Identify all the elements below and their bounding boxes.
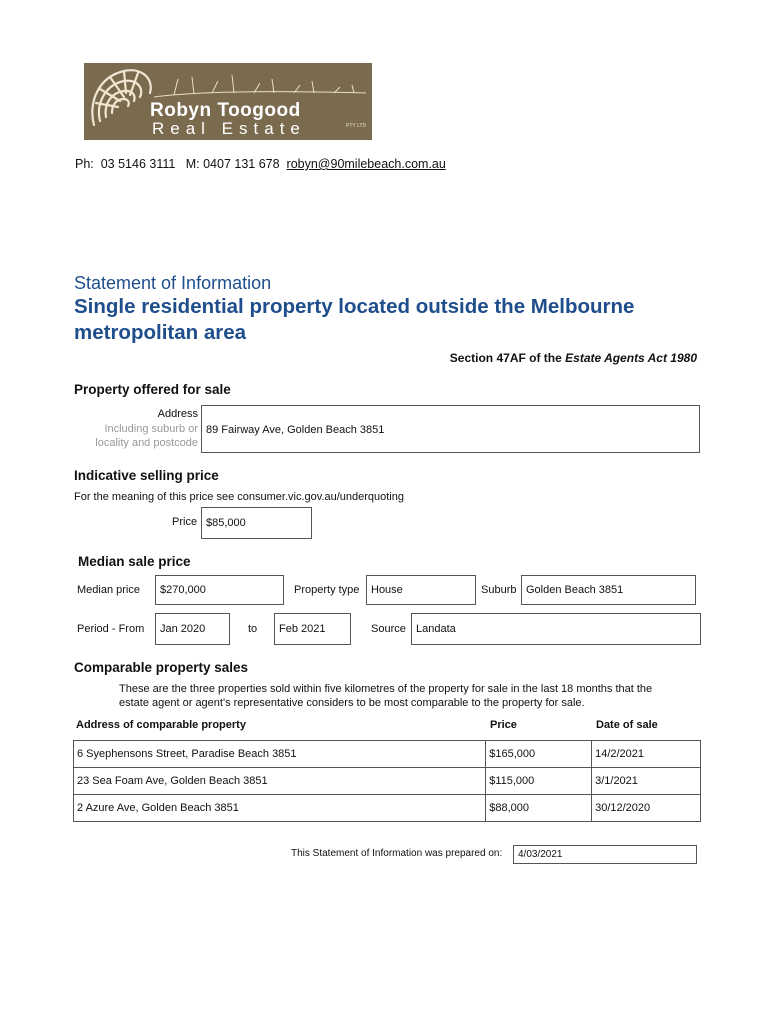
agency-logo xyxy=(84,63,372,140)
indicative-note: For the meaning of this price see consumer.vic.gov.au/underquoting xyxy=(74,491,404,503)
price-label: Price xyxy=(172,516,198,528)
indicative-heading: Indicative selling price xyxy=(74,468,219,483)
comparable-date[interactable]: 3/1/2021 xyxy=(592,768,701,795)
period-to-field[interactable]: Feb 2021 xyxy=(274,613,351,645)
comparable-address[interactable]: 6 Syephensons Street, Paradise Beach 3851 xyxy=(74,741,486,768)
agency-subtitle: Real Estate xyxy=(152,119,306,138)
source-label: Source xyxy=(371,623,406,635)
contact-line xyxy=(75,157,446,171)
comparable-date[interactable]: 30/12/2020 xyxy=(592,795,701,822)
property-heading: Property offered for sale xyxy=(74,382,231,397)
col-price-header: Price xyxy=(490,719,517,731)
address-hint-2: locality and postcode xyxy=(95,437,198,449)
col-address-header: Address of comparable property xyxy=(76,719,246,731)
comparable-table xyxy=(73,740,701,822)
median-heading: Median sale price xyxy=(78,554,191,569)
grass-decoration xyxy=(154,69,366,99)
act-name: Estate Agents Act 1980 xyxy=(565,351,697,365)
col-date-header: Date of sale xyxy=(596,719,658,731)
suburb-label: Suburb xyxy=(481,584,517,596)
comparable-price[interactable]: $115,000 xyxy=(486,768,592,795)
period-from-label: Period - From xyxy=(77,623,145,635)
address-label: Address xyxy=(157,408,198,420)
table-row xyxy=(74,795,701,822)
period-to-label: to xyxy=(248,623,258,635)
comparable-address[interactable]: 2 Azure Ave, Golden Beach 3851 xyxy=(74,795,486,822)
prepared-date-field[interactable]: 4/03/2021 xyxy=(513,845,697,864)
address-hint-1: Including suburb or xyxy=(104,423,198,435)
shell-icon xyxy=(84,63,154,140)
comparable-price[interactable]: $165,000 xyxy=(486,741,592,768)
email-link[interactable]: robyn@90milebeach.com.au xyxy=(286,157,446,171)
comparable-address[interactable]: 23 Sea Foam Ave, Golden Beach 3851 xyxy=(74,768,486,795)
comparable-intro-2: estate agent or agent's representative considers to be most comparable to the property for sale. xyxy=(119,697,585,709)
mobile: M: 0407 131 678 xyxy=(185,157,280,171)
comparable-intro-1: These are the three properties sold within five kilometres of the property for sale in the last 18 months that the xyxy=(119,683,653,695)
section-reference xyxy=(450,351,697,365)
agency-pty: PTY LTD xyxy=(346,123,367,129)
prepared-label: This Statement of Information was prepared on: xyxy=(291,848,503,859)
source-field[interactable]: Landata xyxy=(411,613,701,645)
table-row xyxy=(74,768,701,795)
section-prefix: Section 47AF of the xyxy=(449,351,566,365)
comparable-price[interactable]: $88,000 xyxy=(486,795,592,822)
property-type-field[interactable]: House xyxy=(366,575,476,605)
table-row xyxy=(74,741,701,768)
comparable-heading: Comparable property sales xyxy=(74,660,249,675)
comparable-date[interactable]: 14/2/2021 xyxy=(592,741,701,768)
address-field[interactable]: 89 Fairway Ave, Golden Beach 3851 xyxy=(201,405,700,453)
price-field[interactable]: $85,000 xyxy=(201,507,312,539)
suburb-field[interactable]: Golden Beach 3851 xyxy=(521,575,696,605)
property-type-label: Property type xyxy=(294,584,360,596)
period-from-field[interactable]: Jan 2020 xyxy=(155,613,230,645)
median-price-field[interactable]: $270,000 xyxy=(155,575,284,605)
median-price-label: Median price xyxy=(77,584,140,596)
statement-heading: Statement of Information xyxy=(74,273,272,293)
page-title: Single residential property located outside the Melbourne metropolitan area xyxy=(74,295,635,344)
phone: Ph: 03 5146 3111 xyxy=(75,157,176,171)
agency-name: Robyn Toogood xyxy=(150,100,301,121)
